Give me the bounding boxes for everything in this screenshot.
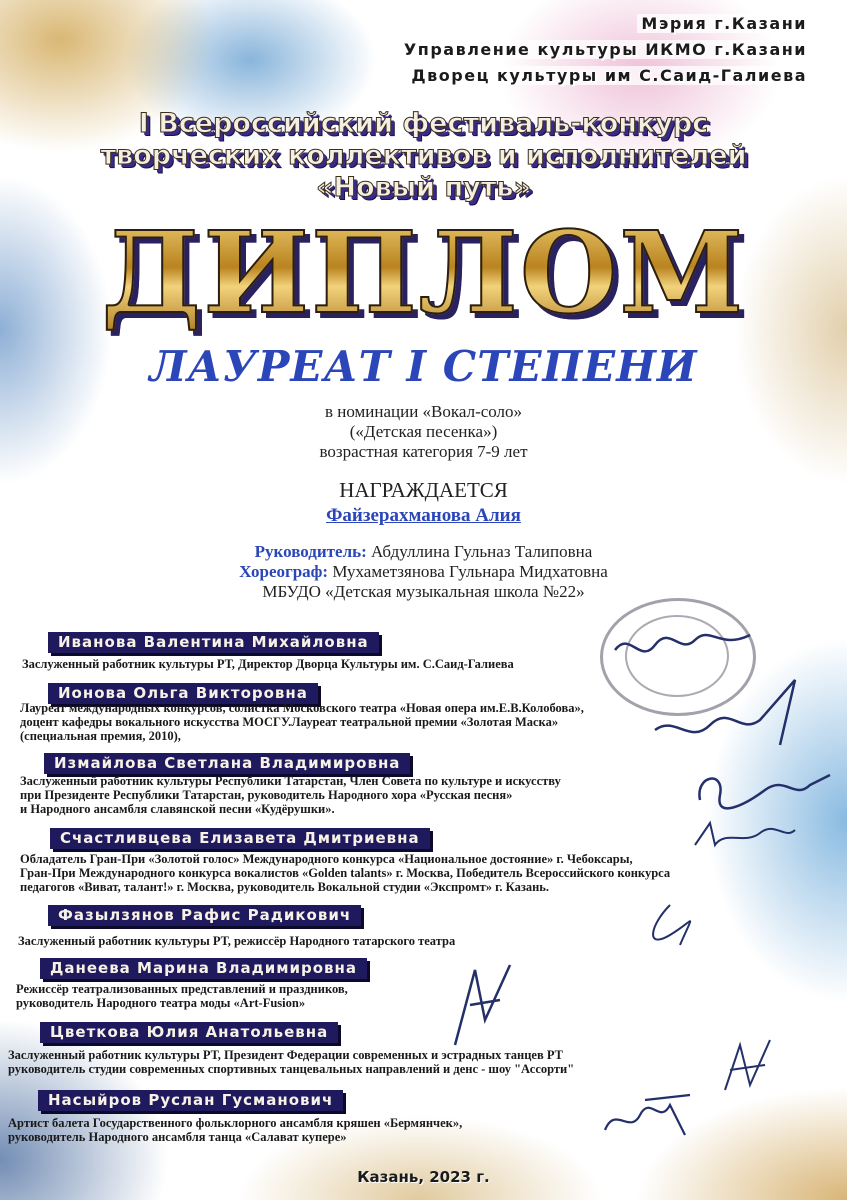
- jury-description: Режиссёр театрализованных представлений и праздников, руководитель Народного театра моды «Art-Fusion»: [16, 982, 348, 1010]
- school-name: МБУДО «Детская музыкальная школа №22»: [262, 582, 585, 601]
- leader-label: Руководитель:: [254, 542, 367, 561]
- signature-1: [610, 620, 760, 680]
- jury-name: Ионова Ольга Викторовна: [48, 683, 318, 704]
- signature-7: [715, 1035, 785, 1095]
- nomination-subline: («Детская песенка»): [349, 422, 498, 441]
- jury-name: Иванова Валентина Михайловна: [48, 632, 379, 653]
- signature-5: [640, 900, 700, 955]
- choreographer-name: Мухаметзянова Гульнара Мидхатовна: [332, 562, 608, 581]
- winner-name: Файзерахманова Алия: [326, 505, 521, 526]
- jury-name: Данеева Марина Владимировна: [40, 958, 367, 979]
- choreographer-line: [0, 562, 847, 582]
- jury-description: Заслуженный работник культуры РТ, режиссёр Народного татарского театра: [18, 934, 456, 948]
- age-category: возрастная категория 7-9 лет: [319, 442, 528, 461]
- festival-title-line: творческих коллективов и исполнителей: [100, 140, 747, 171]
- leader-name: Абдуллина Гульназ Талиповна: [371, 542, 593, 561]
- nomination-line: в номинации «Вокал-соло»: [324, 402, 523, 421]
- jury-name: Измайлова Светлана Владимировна: [44, 753, 410, 774]
- organizer-line: Управление культуры ИКМО г.Казани: [400, 40, 811, 59]
- signature-8: [595, 1090, 705, 1145]
- festival-title-line: «Новый путь»: [316, 172, 531, 203]
- signature-6: [440, 960, 530, 1050]
- award-title: ЛАУРЕАТ I СТЕПЕНИ: [149, 342, 698, 391]
- awarded-label: НАГРАЖДАЕТСЯ: [339, 478, 508, 502]
- jury-description: Заслуженный работник культуры РТ, Президент Федерации современных и эстрадных танцев РТ руководитель студии современных спортивных танцевальных направлений и денс - шоу "Ассорти": [8, 1048, 575, 1076]
- jury-name: Счастливцева Елизавета Дмитриевна: [50, 828, 430, 849]
- place-and-year: Казань, 2023 г.: [357, 1168, 490, 1186]
- jury-name: Насыйров Руслан Гусманович: [38, 1090, 343, 1111]
- organizer-line: Дворец культуры им С.Саид-Галиева: [407, 66, 811, 85]
- jury-description: Заслуженный работник культуры Республики Татарстан, Член Совета по культуре и искусству при Президенте Республики Татарстан, руководитель Народного хора «Русская песня» и Народного ансамбля славянской песни «Кудёрушки».: [20, 774, 561, 816]
- signature-4: [690, 815, 800, 855]
- festival-title-line: I Всероссийский фестиваль-конкурс: [138, 108, 709, 139]
- signature-3: [690, 765, 840, 820]
- jury-description: Обладатель Гран-При «Золотой голос» Международного конкурса «Национальное достояние» г. Чебоксары, Гран-При Международного конкурса вокалистов «Golden talants» г. Москва, Победитель Всероссийского конкурса педагогов «Виват, талант!» г. Москва, руководитель Вокальной студии «Экспромт» г. Казань.: [20, 852, 671, 894]
- jury-name: Фазылзянов Рафис Радикович: [48, 905, 361, 926]
- organizer-line: Мэрия г.Казани: [637, 14, 811, 33]
- jury-description: Заслуженный работник культуры РТ, Директор Дворца Культуры им. С.Саид-Галиева: [22, 657, 514, 671]
- signature-2: [650, 675, 810, 755]
- leader-line: [0, 542, 847, 562]
- jury-name: Цветкова Юлия Анатольевна: [40, 1022, 338, 1043]
- diploma-title: ДИПЛОМ: [0, 208, 847, 339]
- jury-description: Артист балета Государственного фольклорного ансамбля кряшен «Бермянчек», руководитель Народного ансамбля танца «Салават купере»: [8, 1116, 463, 1144]
- choreographer-label: Хореограф:: [239, 562, 329, 581]
- jury-description: Лауреат международных конкурсов, солистка Московского театра «Новая опера им.Е.В.Колобова», доцент кафедры вокального искусства МОСГУ.Лауреат театральной премии «Золотая Маска» (специальная премия, 2010),: [20, 701, 584, 743]
